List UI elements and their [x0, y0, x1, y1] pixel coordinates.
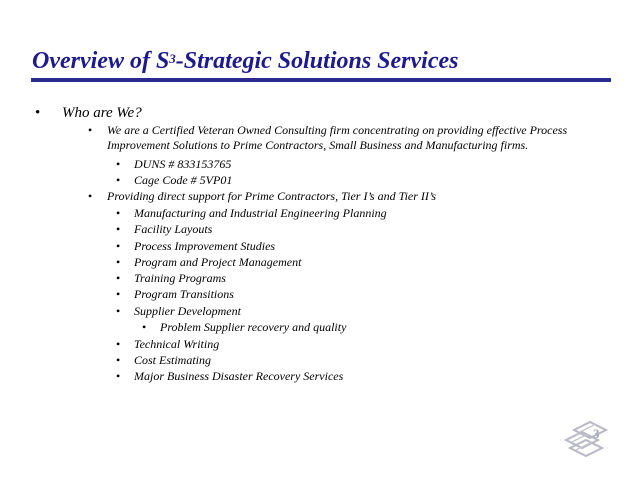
service-text: Training Programs: [134, 271, 226, 285]
bullet-dot: •: [116, 255, 121, 269]
supplier-sub-text: Problem Supplier recovery and quality: [160, 320, 347, 334]
logo-superscript: 3: [593, 426, 600, 441]
slide-title: [32, 47, 458, 75]
intro-line-1: We are a Certified Veteran Owned Consulting firm concentrating on providing effective Process: [107, 123, 568, 137]
cage-code-text: Cage Code # 5VP01: [134, 173, 233, 187]
service-text: Technical Writing: [134, 337, 220, 351]
service-text: Cost Estimating: [134, 353, 212, 367]
bullet-dot: •: [116, 369, 121, 383]
bullet-dot: •: [116, 157, 121, 171]
bullet-dot: •: [116, 287, 121, 301]
bullet-dot: •: [116, 173, 121, 187]
s3-logo-icon: [560, 410, 612, 462]
service-text: Major Business Disaster Recovery Services: [134, 369, 344, 383]
service-text: Program Transitions: [134, 287, 234, 301]
duns-text: DUNS # 833153765: [134, 157, 232, 171]
bullet-dot: •: [88, 123, 93, 137]
bullet-dot: •: [35, 105, 41, 121]
bullet-dot: •: [116, 353, 121, 367]
bullet-dot: •: [116, 222, 121, 236]
service-text: Facility Layouts: [134, 222, 213, 236]
title-rest: -Strategic Solutions Services: [175, 48, 459, 74]
service-text: Program and Project Management: [134, 255, 302, 269]
bullet-dot: •: [116, 337, 121, 351]
bullet-dot: •: [116, 271, 121, 285]
title-main: Overview of S: [32, 48, 170, 74]
title-underline: [31, 78, 611, 82]
intro-line-2: Improvement Solutions to Prime Contractors, Small Business and Manufacturing firms.: [107, 138, 529, 152]
support-text: Providing direct support for Prime Contractors, Tier I’s and Tier II’s: [107, 189, 437, 203]
bullet-dot: •: [116, 304, 121, 318]
bullet-dot: •: [116, 206, 121, 220]
bullet-dot: •: [88, 189, 93, 203]
service-text: Supplier Development: [134, 304, 241, 318]
service-text: Process Improvement Studies: [134, 239, 276, 253]
service-text: Manufacturing and Industrial Engineering Planning: [134, 206, 387, 220]
bullet-dot: •: [142, 320, 147, 334]
bullet-dot: •: [116, 239, 121, 253]
title-superscript: 3: [169, 51, 176, 66]
who-are-we-text: Who are We?: [62, 105, 142, 121]
